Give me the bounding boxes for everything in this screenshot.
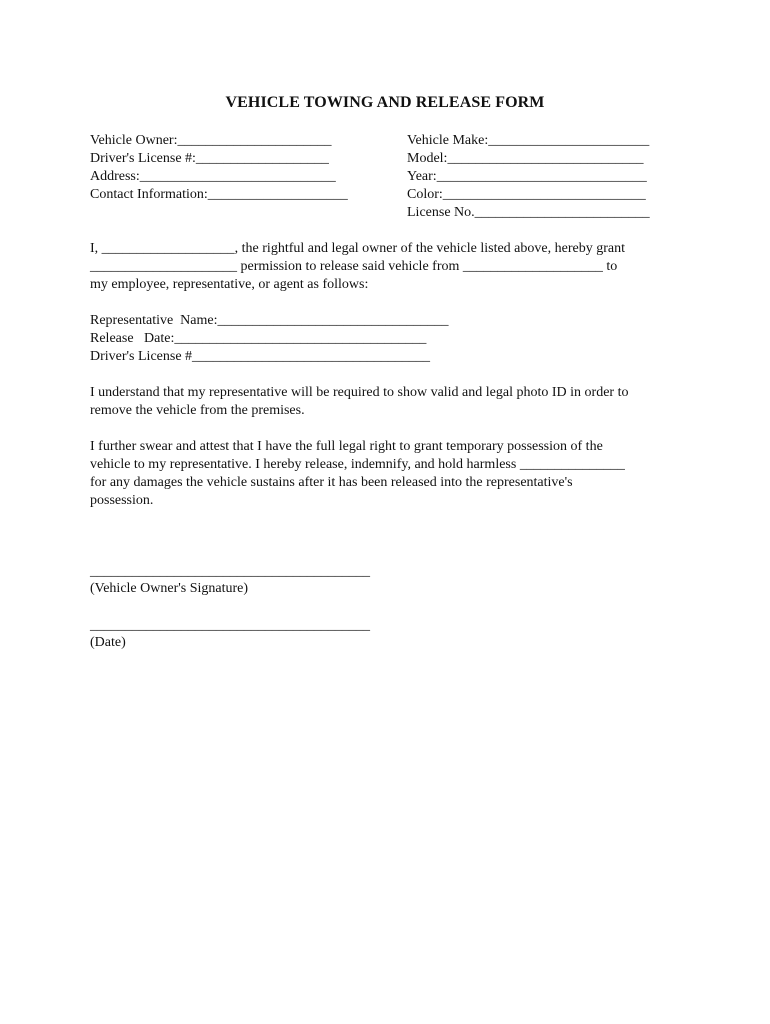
- date-label: (Date): [90, 635, 126, 650]
- color-field: Color:_____________________________: [407, 187, 646, 202]
- drivers-license-field: Driver's License #:___________________: [90, 151, 329, 166]
- signature-line: ________________________________________: [90, 564, 370, 579]
- understand-line: remove the vehicle from the premises.: [90, 403, 305, 418]
- license-no-field: License No._________________________: [407, 205, 650, 220]
- understand-line: I understand that my representative will be required to show valid and legal photo ID in order to: [90, 385, 629, 400]
- attest-line: possession.: [90, 493, 154, 508]
- model-field: Model:____________________________: [407, 151, 644, 166]
- contact-information-field: Contact Information:____________________: [90, 187, 348, 202]
- date-line: ________________________________________: [90, 618, 370, 633]
- vehicle-make-field: Vehicle Make:_______________________: [407, 133, 650, 148]
- year-field: Year:______________________________: [407, 169, 647, 184]
- authorization-line: _____________________ permission to release said vehicle from ____________________ to: [90, 259, 618, 274]
- attest-line: I further swear and attest that I have the full legal right to grant temporary possession of the: [90, 439, 603, 454]
- representative-name-field: Representative Name:_________________________________: [90, 313, 449, 328]
- vehicle-owner-field: Vehicle Owner:______________________: [90, 133, 332, 148]
- address-field: Address:____________________________: [90, 169, 336, 184]
- attest-line: vehicle to my representative. I hereby release, indemnify, and hold harmless _______________: [90, 457, 625, 472]
- form-title: VEHICLE TOWING AND RELEASE FORM: [225, 94, 545, 111]
- representative-license-field: Driver's License #__________________________________: [90, 349, 431, 364]
- authorization-line: my employee, representative, or agent as follows:: [90, 277, 369, 292]
- release-date-field: Release Date:____________________________________: [90, 331, 427, 346]
- authorization-line: I, ___________________, the rightful and legal owner of the vehicle listed above, hereby grant: [90, 241, 625, 256]
- attest-line: for any damages the vehicle sustains after it has been released into the representative's: [90, 475, 573, 490]
- signature-label: (Vehicle Owner's Signature): [90, 581, 249, 596]
